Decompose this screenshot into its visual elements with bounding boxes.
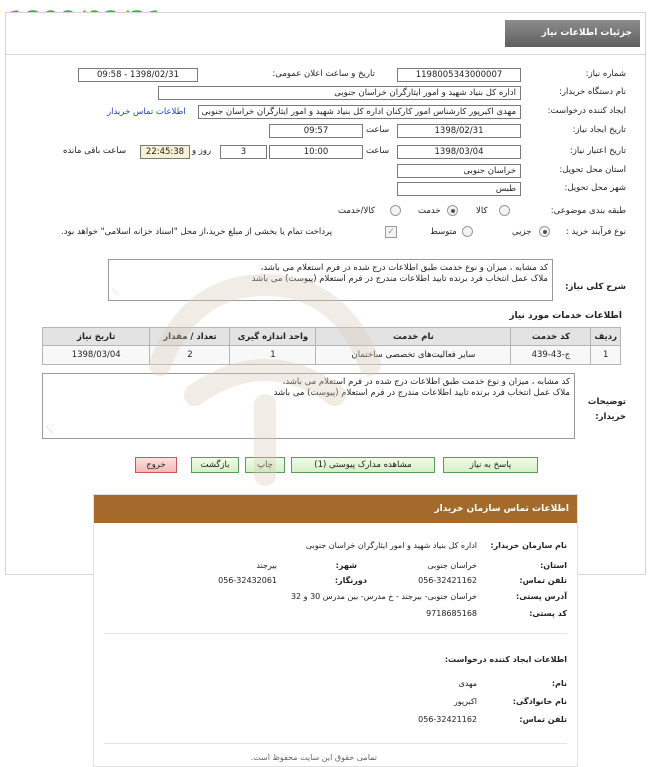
print-button[interactable]: چاپ bbox=[245, 457, 285, 473]
reply-button[interactable]: پاسخ به نیاز bbox=[443, 457, 538, 473]
footer-divider bbox=[104, 743, 567, 744]
buyer-contact-link[interactable]: اطلاعات تماس خریدار bbox=[107, 107, 186, 117]
contact-province-label: استان: bbox=[540, 561, 567, 570]
category-radio-goods-service[interactable] bbox=[390, 205, 401, 216]
services-table bbox=[42, 327, 621, 365]
resize-grip-icon[interactable]: ⋰ bbox=[46, 426, 53, 434]
cell-service-code: ج-43-439 bbox=[511, 346, 591, 365]
announce-field: 1398/02/31 - 09:58 bbox=[78, 68, 198, 82]
cell-row: 1 bbox=[591, 346, 621, 365]
services-title: اطلاعات خدمات مورد نیاز bbox=[509, 311, 622, 321]
summary-textarea bbox=[108, 259, 553, 301]
creator-phone-label: تلفن تماس: bbox=[519, 715, 567, 724]
category-option-goods: کالا bbox=[476, 206, 488, 216]
need-number-field: 1198005343000007 bbox=[397, 68, 521, 82]
buyer-org-label: نام دستگاه خریدار: bbox=[559, 87, 626, 97]
contact-postal-value: 9718685168 bbox=[426, 609, 477, 618]
contact-fax-label: دورنگار: bbox=[334, 576, 367, 585]
treasury-note: پرداخت تمام یا بخشی از مبلغ خرید،از محل "اسناد خزانه اسلامی" خواهد بود. bbox=[61, 227, 333, 237]
purchase-radio-minor[interactable] bbox=[539, 226, 550, 237]
purchase-option-medium: متوسط bbox=[430, 227, 457, 237]
buyer-org-field: اداره کل بنیاد شهید و امور ایثارگران خراسان جنوبی bbox=[158, 86, 521, 100]
contact-city-value: بیرجند bbox=[256, 561, 277, 570]
creator-name-value: مهدی bbox=[458, 679, 477, 688]
buyer-notes-textarea bbox=[42, 373, 575, 439]
col-service-code: کد خدمت bbox=[511, 328, 591, 346]
summary-line-2: ملاک عمل انتخاب فرد برنده تایید اطلاعات مندرج در فرم استعلام (پیوست) می باشد bbox=[251, 274, 548, 284]
copyright-text: تمامی حقوق این سایت محفوظ است. bbox=[250, 753, 377, 762]
buyer-notes-label: توضیحات خریدار: bbox=[587, 397, 626, 422]
view-attachments-button[interactable]: مشاهده مدارک پیوستی (1) bbox=[291, 457, 435, 473]
buyer-notes-line-2: ملاک عمل انتخاب فرد برنده تایید اطلاعات مندرج در فرم استعلام (پیوست) می باشد bbox=[273, 388, 570, 398]
purchase-radio-medium[interactable] bbox=[462, 226, 473, 237]
col-need-date: تاریخ نیاز bbox=[43, 328, 150, 346]
page-title: جزئیات اطلاعات نیاز bbox=[505, 20, 640, 47]
contact-divider bbox=[104, 633, 567, 634]
contact-address-label: آدرس پستی: bbox=[516, 592, 567, 601]
cell-need-date: 1398/03/04 bbox=[43, 346, 150, 365]
col-row: ردیف bbox=[591, 328, 621, 346]
contact-province-value: خراسان جنوبی bbox=[427, 561, 477, 570]
buyer-contact-panel bbox=[93, 494, 578, 767]
need-time-field: 09:57 bbox=[269, 124, 363, 138]
table-row bbox=[43, 346, 621, 365]
creator-name-label: نام: bbox=[551, 679, 567, 688]
contact-org-value: اداره کل بنیاد شهید و امور ایثارگران خراسان جنوبی bbox=[305, 541, 477, 550]
cell-service-name: سایر فعالیت‌های تخصصی ساختمان bbox=[316, 346, 511, 365]
purchase-type-label: نوع فرآیند خرید : bbox=[565, 227, 626, 237]
services-header-row bbox=[43, 328, 621, 346]
category-label: طبقه بندی موضوعی: bbox=[550, 206, 626, 216]
days-field: 3 bbox=[220, 145, 267, 159]
resize-grip-icon[interactable]: ⋰ bbox=[112, 288, 119, 296]
city-field: طبس bbox=[397, 182, 521, 196]
need-time-label: ساعت bbox=[366, 125, 390, 135]
contact-address-value: خراسان جنوبی- بیرجند - خ مدرس- بین مدرس 30 و 32 bbox=[290, 592, 477, 601]
need-date-label: تاریخ ایجاد نیاز: bbox=[572, 125, 626, 135]
exit-button[interactable]: خروج bbox=[135, 457, 177, 473]
cell-unit: 1 bbox=[230, 346, 316, 365]
contact-phone-value: 056-32421162 bbox=[418, 576, 477, 585]
remaining-time-field: 22:45:38 bbox=[140, 145, 190, 159]
contact-org-label: نام سازمان خریدار: bbox=[490, 541, 567, 550]
validity-time-label: ساعت bbox=[366, 146, 390, 156]
treasury-checkbox[interactable]: ✓ bbox=[385, 226, 397, 238]
contact-panel-title: اطلاعات تماس سازمان خریدار bbox=[94, 495, 577, 523]
category-radio-goods[interactable] bbox=[499, 205, 510, 216]
purchase-option-minor: جزیی bbox=[512, 227, 532, 237]
col-service-name: نام خدمت bbox=[316, 328, 511, 346]
announce-label: تاریخ و ساعت اعلان عمومی: bbox=[272, 69, 375, 79]
back-button[interactable]: بازگشت bbox=[191, 457, 239, 473]
remaining-label: ساعت باقی مانده bbox=[63, 146, 127, 156]
summary-line-1: کد مشابه ، میزان و نوع خدمت طبق اطلاعات درج شده در فرم استعلام می باشد، bbox=[260, 263, 548, 273]
validity-label: تاریخ اعتبار نیاز: bbox=[569, 146, 626, 156]
contact-city-label: شهر: bbox=[335, 561, 357, 570]
summary-label: شرح کلی نیاز: bbox=[565, 282, 626, 292]
creator-phone-value: 056-32421162 bbox=[418, 715, 477, 724]
contact-phone-label: تلفن تماس: bbox=[519, 576, 567, 585]
requester-field: مهدی اکبرپور کارشناس امور کارکنان اداره کل بنیاد شهید و امور ایثارگران خراسان جنوبی bbox=[198, 105, 521, 119]
contact-postal-label: کد پستی: bbox=[529, 609, 567, 618]
need-date-field: 1398/02/31 bbox=[397, 124, 521, 138]
creator-section-title: اطلاعات ایجاد کننده درخواست: bbox=[444, 655, 567, 664]
requester-label: ایجاد کننده درخواست: bbox=[547, 106, 626, 116]
creator-family-value: اکبرپور bbox=[453, 697, 477, 706]
need-number-label: شماره نیاز: bbox=[585, 69, 626, 79]
category-option-goods-service: کالا/خدمت bbox=[338, 206, 375, 216]
creator-family-label: نام خانوادگی: bbox=[512, 697, 567, 706]
validity-time-field: 10:00 bbox=[269, 145, 363, 159]
validity-date-field: 1398/03/04 bbox=[397, 145, 521, 159]
col-quantity: تعداد / مقدار bbox=[150, 328, 230, 346]
contact-fax-value: 056-32432061 bbox=[218, 576, 277, 585]
province-field: خراسان جنوبی bbox=[397, 164, 521, 178]
buyer-notes-line-1: کد مشابه ، میزان و نوع خدمت طبق اطلاعات درج شده در فرم استعلام می باشد، bbox=[282, 377, 570, 387]
days-label: روز و bbox=[192, 146, 212, 156]
category-radio-service[interactable] bbox=[447, 205, 458, 216]
province-label: استان محل تحویل: bbox=[559, 165, 626, 175]
category-option-service: خدمت bbox=[418, 206, 441, 216]
col-unit: واحد اندازه گیری bbox=[230, 328, 316, 346]
cell-quantity: 2 bbox=[150, 346, 230, 365]
city-label: شهر محل تحویل: bbox=[564, 183, 626, 193]
